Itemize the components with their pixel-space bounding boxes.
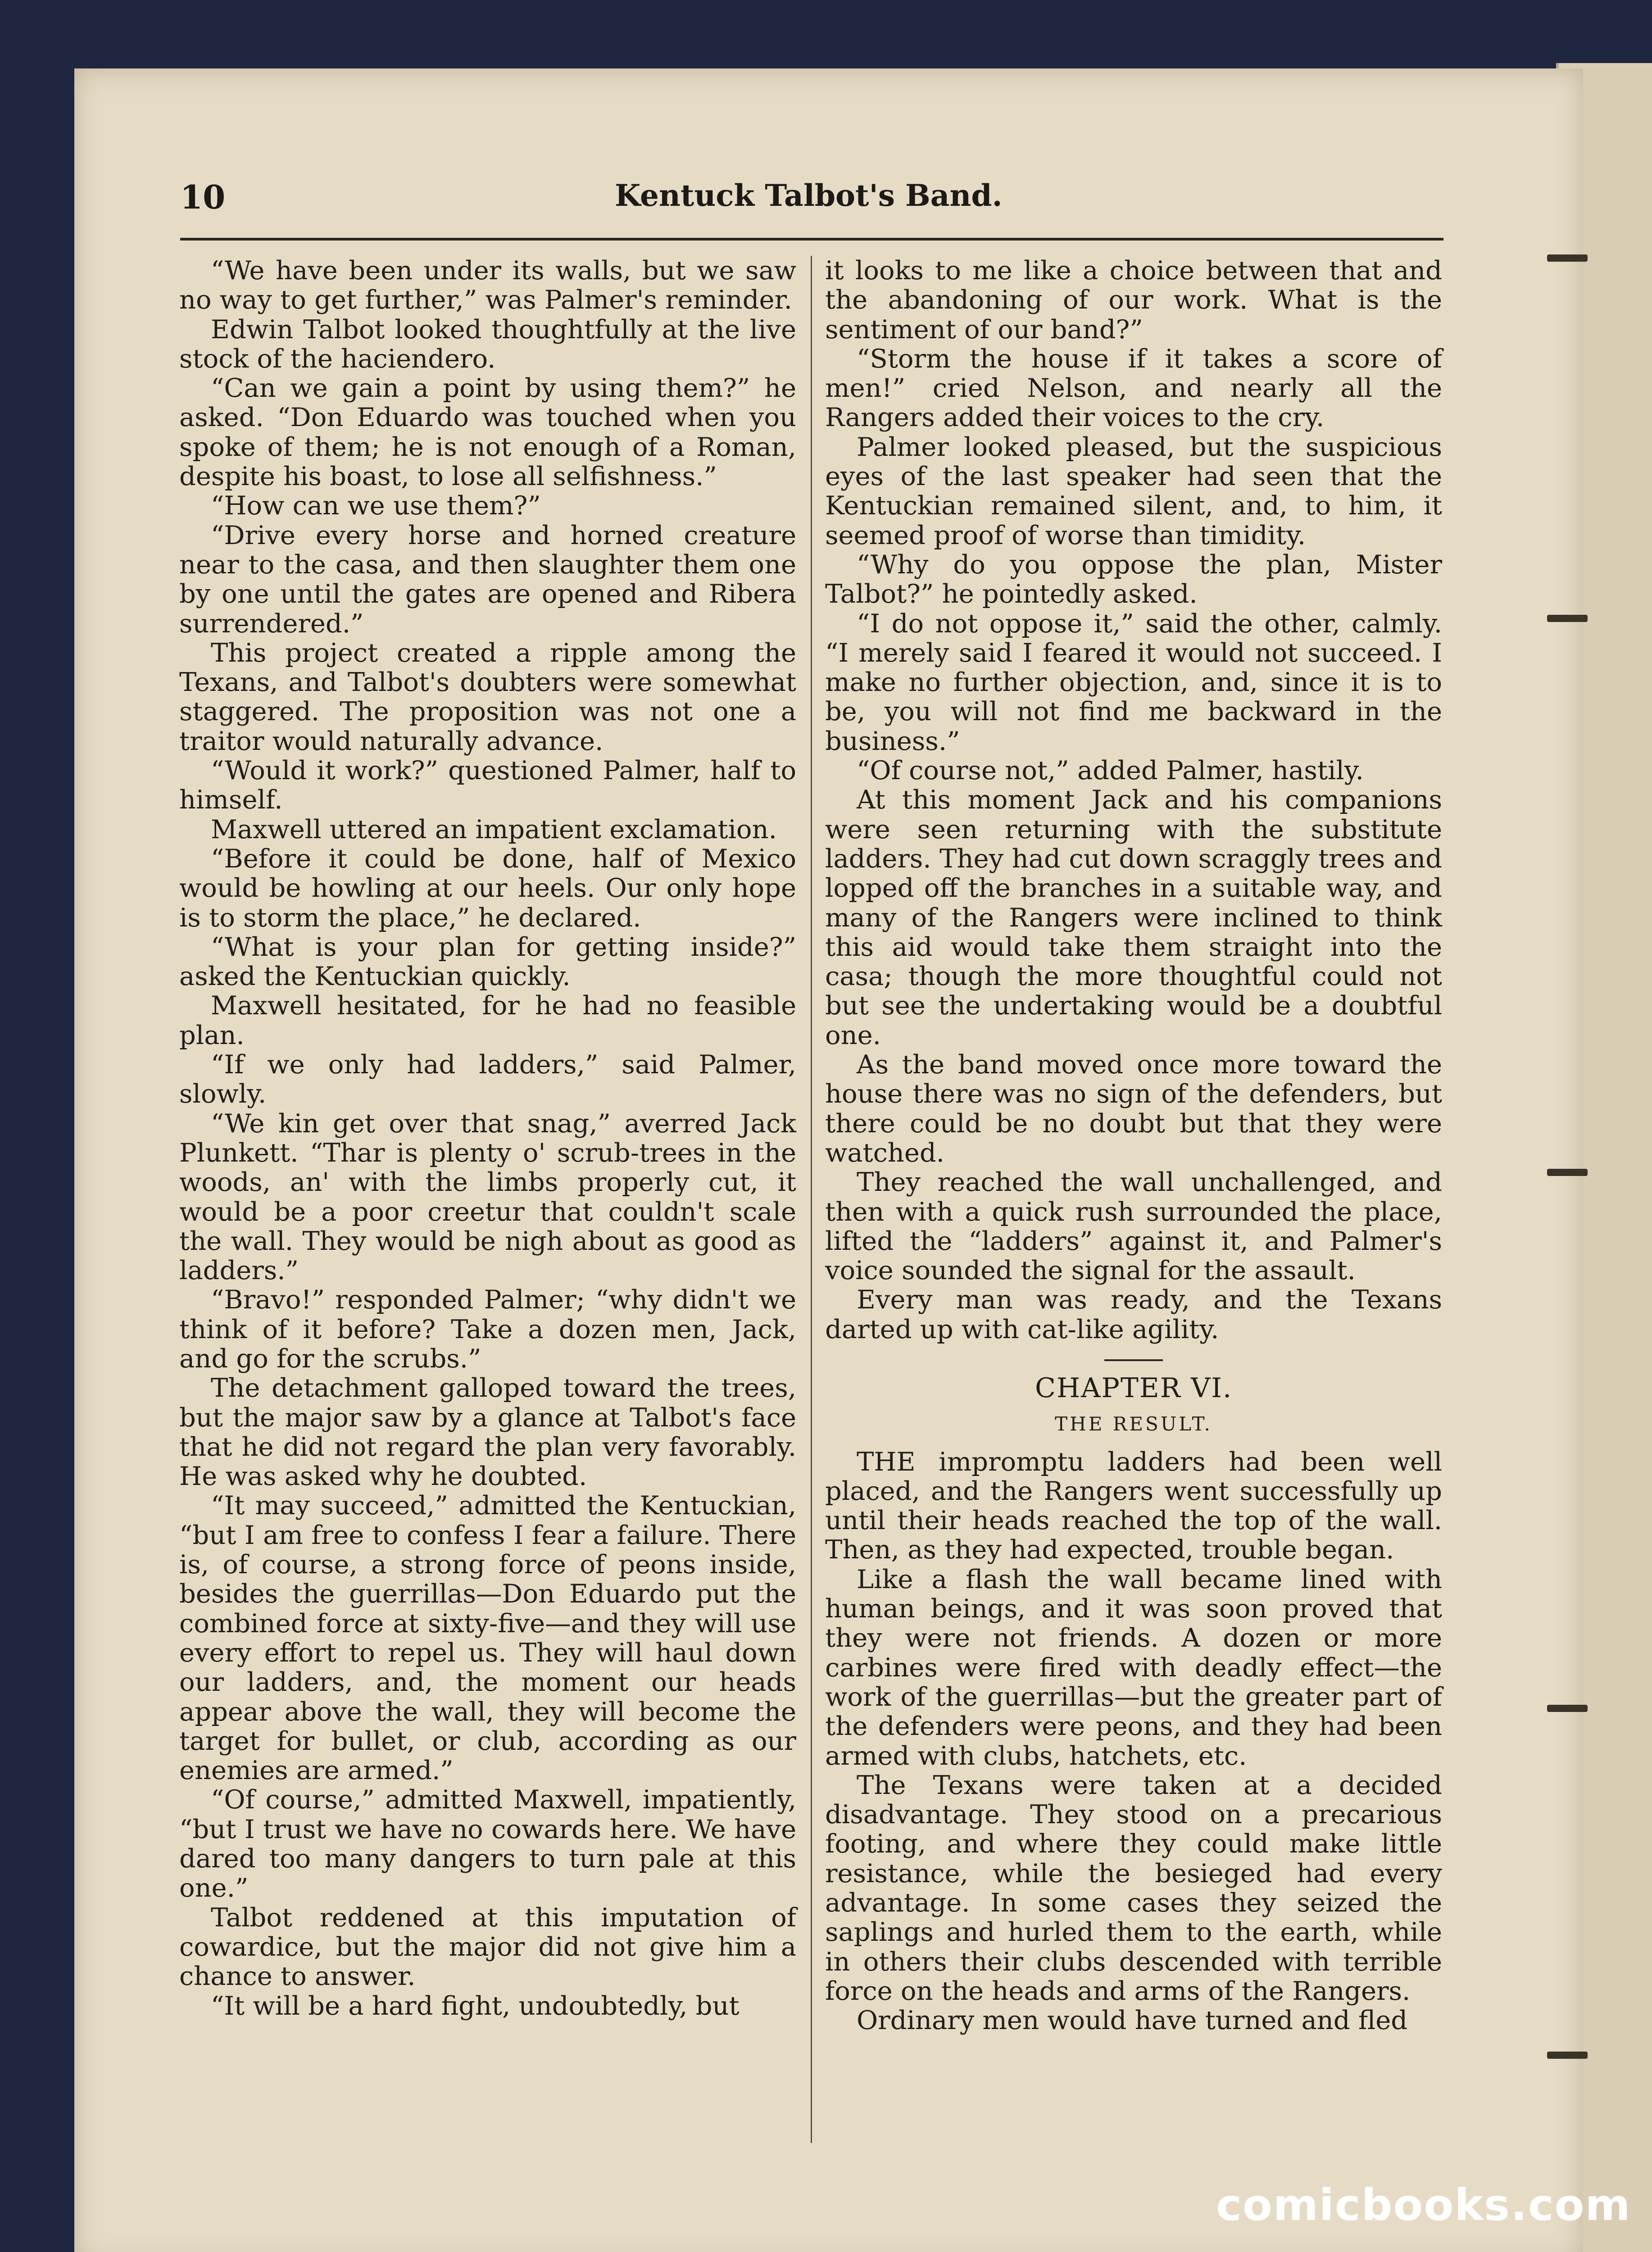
paragraph: Every man was ready, and the Texans darted up with cat-like agility. [825, 1285, 1442, 1344]
paragraph: This project created a ripple among the Texans, and Talbot's doubters were somewhat staggered. The proposition was not one a traitor would naturally advance. [179, 637, 796, 756]
paragraph: Edwin Talbot looked thoughtfully at the live stock of the haciendero. [179, 314, 796, 374]
paragraph: Talbot reddened at this imputation of cowardice, but the major did not give him a chance to answer. [179, 1902, 796, 1992]
paragraph: “We have been under its walls, but we saw no way to get further,” was Palmer's reminder. [179, 255, 796, 315]
column-divider [811, 256, 812, 2143]
watermark-text: comicbooks.com [1216, 2180, 1631, 2230]
paragraph: THE impromptu ladders had been well placed, and the Rangers went successfully up until their heads reached the top of the wall. Then, as they had expected, trouble began. [825, 1446, 1442, 1565]
staple-mark [1547, 615, 1588, 622]
paragraph: “How can we use them?” [211, 490, 541, 521]
paragraph: “Before it could be done, half of Mexico would be howling at our heels. Our only hope is to storm the place,” he declared. [179, 843, 796, 933]
paragraph: Maxwell hesitated, for he had no feasible plan. [179, 990, 796, 1050]
paragraph: “I do not oppose it,” said the other, calmly. “I merely said I feared it would not succeed. I make no further objection, and, since it is to be, you will not find me backward in the business.” [825, 608, 1442, 756]
paragraph: Palmer looked pleased, but the suspicious eyes of the last speaker had seen that the Kentuckian remained silent, and, to him, it seemed proof of worse than timidity. [825, 431, 1442, 550]
chapter-subtitle: THE RESULT. [1055, 1413, 1212, 1435]
header-rule [180, 238, 1443, 241]
paragraph: “Would it work?” questioned Palmer, half to himself. [179, 755, 796, 815]
paragraph: “Drive every horse and horned creature near to the casa, and then slaughter them one by one until the gates are opened and Ribera surrendered.” [179, 520, 796, 639]
staple-mark [1547, 2052, 1588, 2059]
paragraph: Ordinary men would have turned and fled [857, 2005, 1408, 2036]
chapter-heading: CHAPTER VI. [1035, 1372, 1233, 1404]
paragraph: Maxwell uttered an impatient exclamation. [211, 814, 777, 844]
right-column [825, 256, 1442, 2148]
paragraph: The detachment galloped toward the trees, but the major saw by a glance at Talbot's face that he did not regard the plan very favorably. He was asked why he doubted. [179, 1373, 796, 1492]
paragraph: “Of course not,” added Palmer, hastily. [857, 755, 1364, 786]
paragraph: “What is your plan for getting inside?” asked the Kentuckian quickly. [179, 931, 796, 992]
chapter-separator [1104, 1359, 1163, 1361]
paragraph: “Bravo!” responded Palmer; “why didn't we think of it before? Take a dozen men, Jack, and go for the scrubs.” [179, 1285, 796, 1374]
paragraph: “Why do you oppose the plan, Mister Talbot?” he pointedly asked. [825, 549, 1442, 609]
running-head [180, 178, 1443, 218]
paragraph: “Can we gain a point by using them?” he asked. “Don Eduardo was touched when you spoke of them; he is not enough of a Roman, despite his boast, to lose all selfishness.” [179, 373, 796, 492]
paragraph: “We kin get over that snag,” averred Jack Plunkett. “Thar is plenty o' scrub-trees in the woods, an' with the limbs properly cut, it would be a poor creetur that couldn't scale the wall. They would be nigh about as good as ladders.” [179, 1108, 796, 1286]
staple-mark [1547, 254, 1588, 262]
paragraph: “If we only had ladders,” said Palmer, slowly. [179, 1049, 796, 1109]
page-number: 10 [180, 178, 226, 216]
paragraph: it looks to me like a choice between that and the abandoning of our work. What is the sentiment of our band?” [825, 255, 1442, 345]
paragraph: They reached the wall unchallenged, and then with a quick rush surrounded the place, lifted the “ladders” against it, and Palmer's voice sounded the signal for the assault. [825, 1167, 1442, 1286]
paragraph: As the band moved once more toward the house there was no sign of the defenders, but there could be no doubt but that they were watched. [825, 1049, 1442, 1168]
paragraph: “Storm the house if it takes a score of men!” cried Nelson, and nearly all the Rangers added their voices to the cry. [825, 343, 1442, 433]
running-title: Kentuck Talbot's Band. [615, 178, 1003, 213]
paragraph: Like a flash the wall became lined with human beings, and it was soon proved that they were not friends. A dozen or more carbines were fired with deadly effect—the work of the guerrillas—but the greater part of the defenders were peons, and they had been armed with clubs, hatchets, etc. [825, 1564, 1442, 1771]
staple-mark [1547, 1169, 1588, 1176]
paragraph: At this moment Jack and his companions were seen returning with the substitute ladders. They had cut down scraggly trees and lopped off the branches in a suitable way, and many of the Rangers were inclined to think this aid would take them straight into the casa; though the more thoughtful could not but see the undertaking would be a doubtful one. [825, 785, 1442, 1050]
paragraph: The Texans were taken at a decided disadvantage. They stood on a precarious footing, and where they could make little resistance, while the besieged had every advantage. In some cases they seized the saplings and hurled them to the earth, while in others their clubs descended with terrible force on the heads and arms of the Rangers. [825, 1770, 1442, 2006]
paragraph: “Of course,” admitted Maxwell, impatiently, “but I trust we have no cowards here. We have dared too many dangers to turn pale at this one.” [179, 1784, 796, 1903]
paragraph: “It will be a hard fight, undoubtedly, but [211, 1990, 740, 2021]
left-column [179, 256, 796, 2148]
staple-mark [1547, 1705, 1588, 1712]
paragraph: “It may succeed,” admitted the Kentuckian, “but I am free to confess I fear a failure. There is, of course, a strong force of peons inside, besides the guerrillas—Don Eduardo put the combined force at sixty-five—and they will use every effort to repel us. They will haul down our ladders, and, the moment our heads appear above the wall, they will become the target for bullet, or club, according as our enemies are armed.” [179, 1490, 796, 1786]
